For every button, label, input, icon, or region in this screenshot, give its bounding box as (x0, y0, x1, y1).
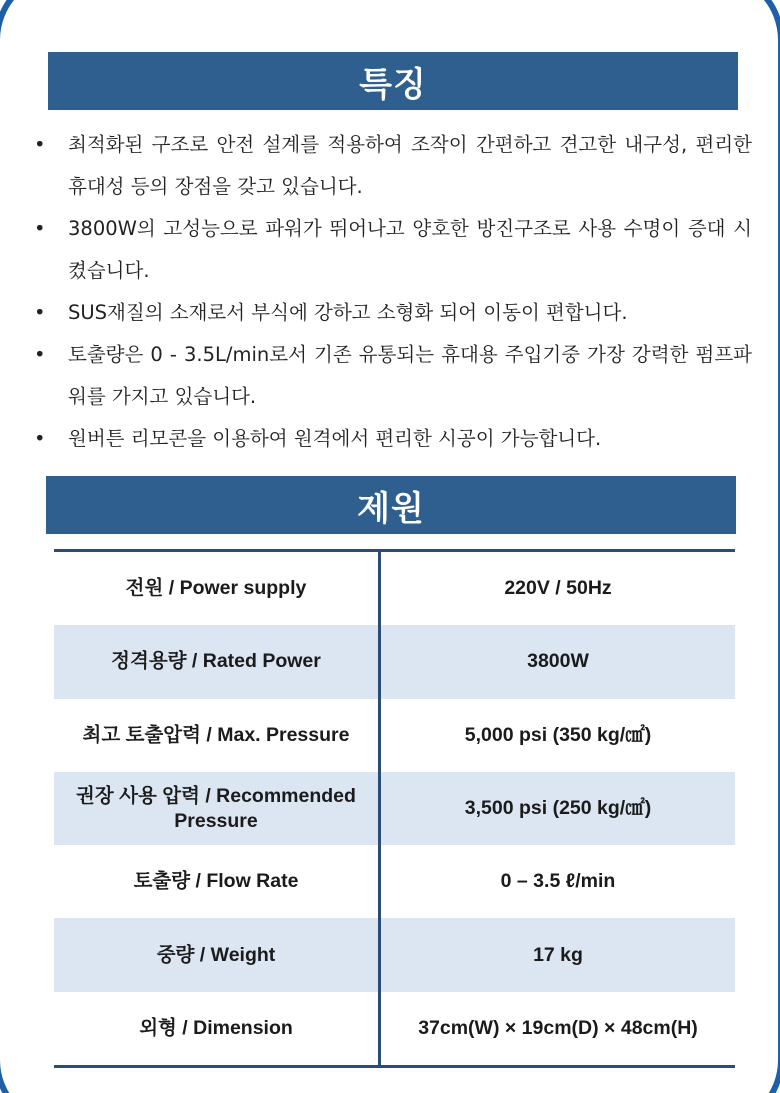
spec-label: 외형 / Dimension (54, 992, 381, 1065)
spec-label: 중량 / Weight (54, 918, 381, 991)
feature-item: • 토출량은 0 - 3.5L/min로서 기존 유통되는 휴대용 주입기중 가장 강력한 펌프파워를 가지고 있습니다. (32, 334, 752, 418)
spec-value: 3,500 psi (250 kg/㎠) (464, 797, 652, 820)
features-title: 특징 (359, 64, 427, 105)
spec-row-dimension (54, 992, 735, 1065)
features-heading (48, 52, 738, 110)
spec-value: 17 kg (533, 943, 583, 966)
spec-label: 권장 사용 압력 / Recommended Pressure (54, 772, 381, 845)
feature-item: • 3800W의 고성능으로 파워가 뛰어나고 양호한 방진구조로 사용 수명이 증대 시켰습니다. (32, 208, 752, 292)
spec-label: 최고 토출압력 / Max. Pressure (54, 699, 381, 772)
spec-label: 토출량 / Flow Rate (54, 845, 381, 918)
spec-value: 220V / 50Hz (504, 577, 612, 600)
spec-label: 전원 / Power supply (54, 552, 381, 625)
spec-value: 37cm(W) × 19cm(D) × 48cm(H) (418, 1016, 698, 1039)
specs-table (54, 549, 735, 1068)
spec-value: 0 – 3.5 ℓ/min (500, 870, 616, 893)
spec-value: 5,000 psi (350 kg/㎠) (464, 723, 652, 746)
spec-row-flow-rate (54, 845, 735, 918)
feature-item: • 최적화된 구조로 안전 설계를 적용하여 조작이 간편하고 견고한 내구성, 편리한 휴대성 등의 장점을 갖고 있습니다. (32, 124, 752, 208)
spec-row-rated-power (54, 625, 735, 698)
spec-row-power-supply (54, 552, 735, 625)
specs-title: 제원 (357, 488, 425, 529)
feature-item: • SUS재질의 소재로서 부식에 강하고 소형화 되어 이동이 편합니다. (32, 292, 752, 334)
spec-row-recommended-pressure (54, 772, 735, 845)
spec-row-weight (54, 918, 735, 991)
spec-row-max-pressure (54, 699, 735, 772)
feature-item: • 원버튼 리모콘을 이용하여 원격에서 편리한 시공이 가능합니다. (32, 418, 752, 460)
specs-heading (46, 476, 736, 534)
features-list (32, 124, 752, 460)
spec-value: 3800W (527, 650, 589, 673)
spec-label: 정격용량 / Rated Power (54, 625, 381, 698)
